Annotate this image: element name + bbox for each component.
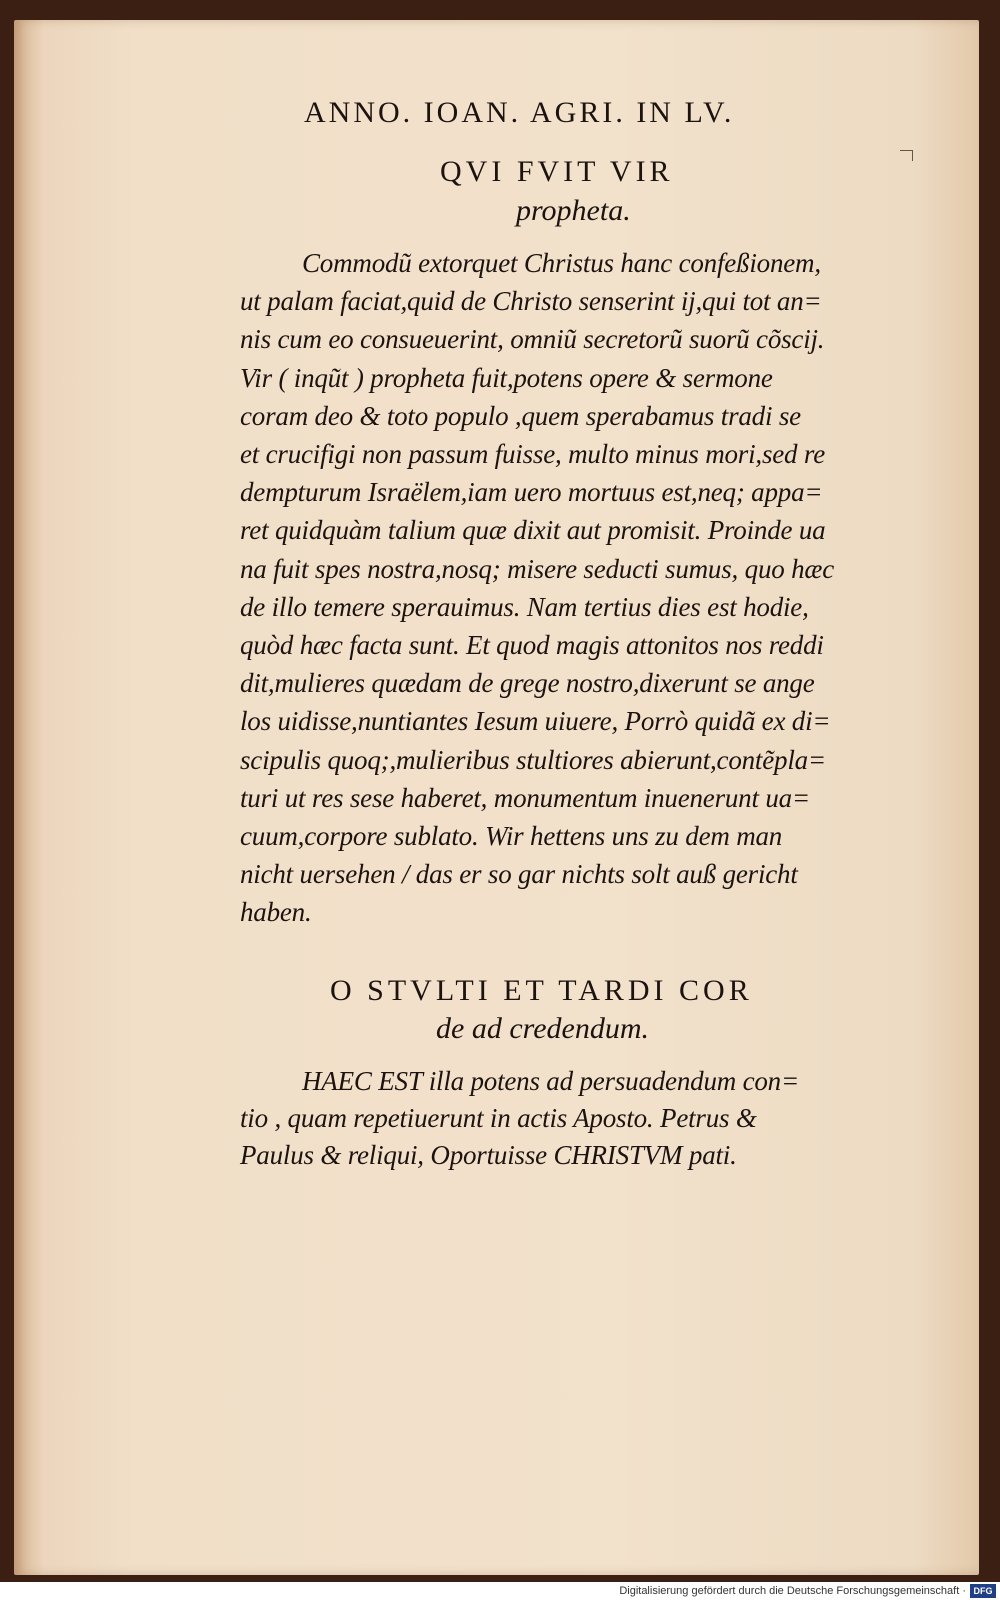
- text-line: tio , quam repetiuerunt in actis Aposto. Petrus &: [240, 1103, 757, 1133]
- text-line: et crucifigi non passum fuisse, multo minus mori,sed re: [240, 439, 825, 469]
- text-line: ret quidquàm talium quæ dixit aut promisit. Proinde ua: [240, 515, 826, 546]
- text-line: Commodũ extorquet Christus hanc confeßionem,: [302, 248, 821, 278]
- text-line: nis cum eo consueuerint, omniũ secretorũ suorũ cõscij.: [240, 324, 825, 355]
- dfg-logo: DFG: [970, 1584, 996, 1598]
- text-line: de illo temere sperauimus. Nam tertius dies est hodie,: [240, 591, 809, 622]
- text-line: coram deo & toto populo ,quem sperabamus tradi se: [240, 400, 801, 431]
- text-line: HAEC EST illa potens ad persuadendum con=: [302, 1066, 799, 1096]
- text-line: quòd hæc facta sunt. Et quod magis attonitos nos reddi: [240, 630, 824, 660]
- text-line: los uidisse,nuntiantes Iesum uiuere, Porrò quidã ex di=: [240, 706, 831, 737]
- text-line: dempturum Israëlem,iam uero mortuus est,neq; appa=: [240, 477, 823, 508]
- text-line: dit,mulieres quædam de grege nostro,dixerunt se ange: [240, 668, 815, 699]
- text-line: scipulis quoq;,mulieribus stultiores abierunt,contẽpla=: [240, 744, 826, 775]
- text-line: nicht uersehen / das er so gar nichts solt auß gericht: [240, 859, 798, 890]
- text-line: ut palam faciat,quid de Christo senserint ij,qui tot an=: [240, 286, 822, 317]
- corner-mark: [900, 150, 913, 161]
- section-heading-1-continued: propheta.: [516, 194, 631, 227]
- text-line: cuum,corpore sublato. Wir hettens uns zu dem man: [240, 821, 783, 851]
- text-line: turi ut res sese haberet, monumentum inuenerunt ua=: [240, 782, 810, 813]
- section-heading-1: QVI FVIT VIR: [440, 155, 674, 188]
- text-line: haben.: [240, 897, 312, 928]
- section-heading-2: O STVLTI ET TARDI COR: [330, 974, 753, 1007]
- text-line: Vir ( inqũt ) propheta fuit,potens opere & sermone: [240, 362, 773, 393]
- section-heading-2-continued: de ad credendum.: [436, 1012, 649, 1045]
- text-line: na fuit spes nostra,nosq; misere seducti sumus, quo hæc: [240, 553, 834, 584]
- footer-credit: Digitalisierung gefördert durch die Deutsche Forschungsgemeinschaft ·: [619, 1585, 966, 1597]
- text-line: Paulus & reliqui, Oportuisse CHRISTVM pati.: [240, 1140, 737, 1170]
- running-head: ANNO. IOAN. AGRI. IN LV.: [304, 96, 735, 129]
